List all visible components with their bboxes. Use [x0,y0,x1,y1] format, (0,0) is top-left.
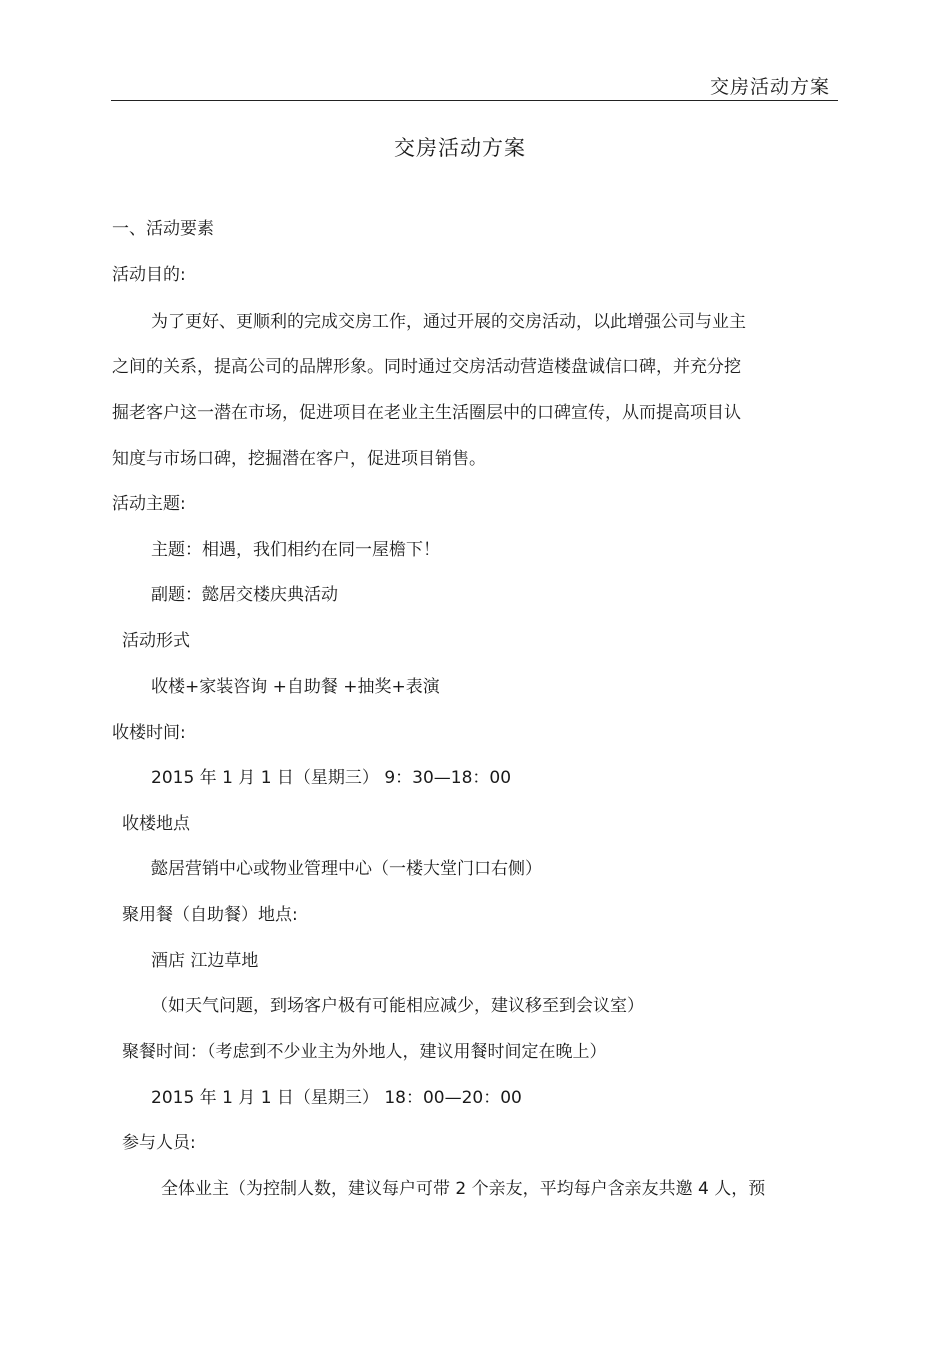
page-header-title: 交房活动方案 [709,76,830,98]
time-value: 2015 年 1 月 1 日（星期三） 9：30—18：00 [151,768,512,788]
form-label: 活动形式 [122,631,190,651]
purpose-line: 之间的关系，提高公司的品牌形象。同时通过交房活动营造楼盘诚信口碑，并充分挖 [112,357,741,377]
form-value: 收楼+家装咨询 +自助餐 +抽奖+表演 [151,677,440,697]
theme-label: 活动主题: [112,494,186,514]
meal-place-label: 聚用餐（自助餐）地点: [122,905,298,925]
place-value: 懿居营销中心或物业管理中心（一楼大堂门口右侧） [151,859,542,879]
purpose-label: 活动目的: [112,265,186,285]
meal-place-value: 酒店 江边草地 [151,951,259,971]
purpose-line: 为了更好、更顺利的完成交房工作，通过开展的交房活动，以此增强公司与业主 [151,312,746,332]
purpose-line: 知度与市场口碑，挖掘潜在客户，促进项目销售。 [112,449,486,469]
section-heading: 一、活动要素 [112,219,214,239]
participants-value: 全体业主（为控制人数，建议每户可带 2 个亲友，平均每户含亲友共邀 4 人，预 [161,1179,766,1199]
meal-time-value: 2015 年 1 月 1 日（星期三） 18：00—20：00 [151,1088,522,1108]
purpose-line: 掘老客户这一潜在市场，促进项目在老业主生活圈层中的口碑宣传，从而提高项目认 [112,403,741,423]
place-label: 收楼地点 [122,814,190,834]
theme-main: 主题：相遇，我们相约在同一屋檐下！ [151,540,440,560]
header-divider [111,100,838,101]
time-label: 收楼时间: [112,723,186,743]
document-title: 交房活动方案 [394,136,526,160]
meal-place-note: （如天气问题，到场客户极有可能相应减少，建议移至到会议室） [151,996,644,1016]
meal-time-label: 聚餐时间：（考虑到不少业主为外地人，建议用餐时间定在晚上） [122,1042,607,1062]
participants-label: 参与人员: [122,1133,196,1153]
theme-sub: 副题：懿居交楼庆典活动 [151,585,338,605]
